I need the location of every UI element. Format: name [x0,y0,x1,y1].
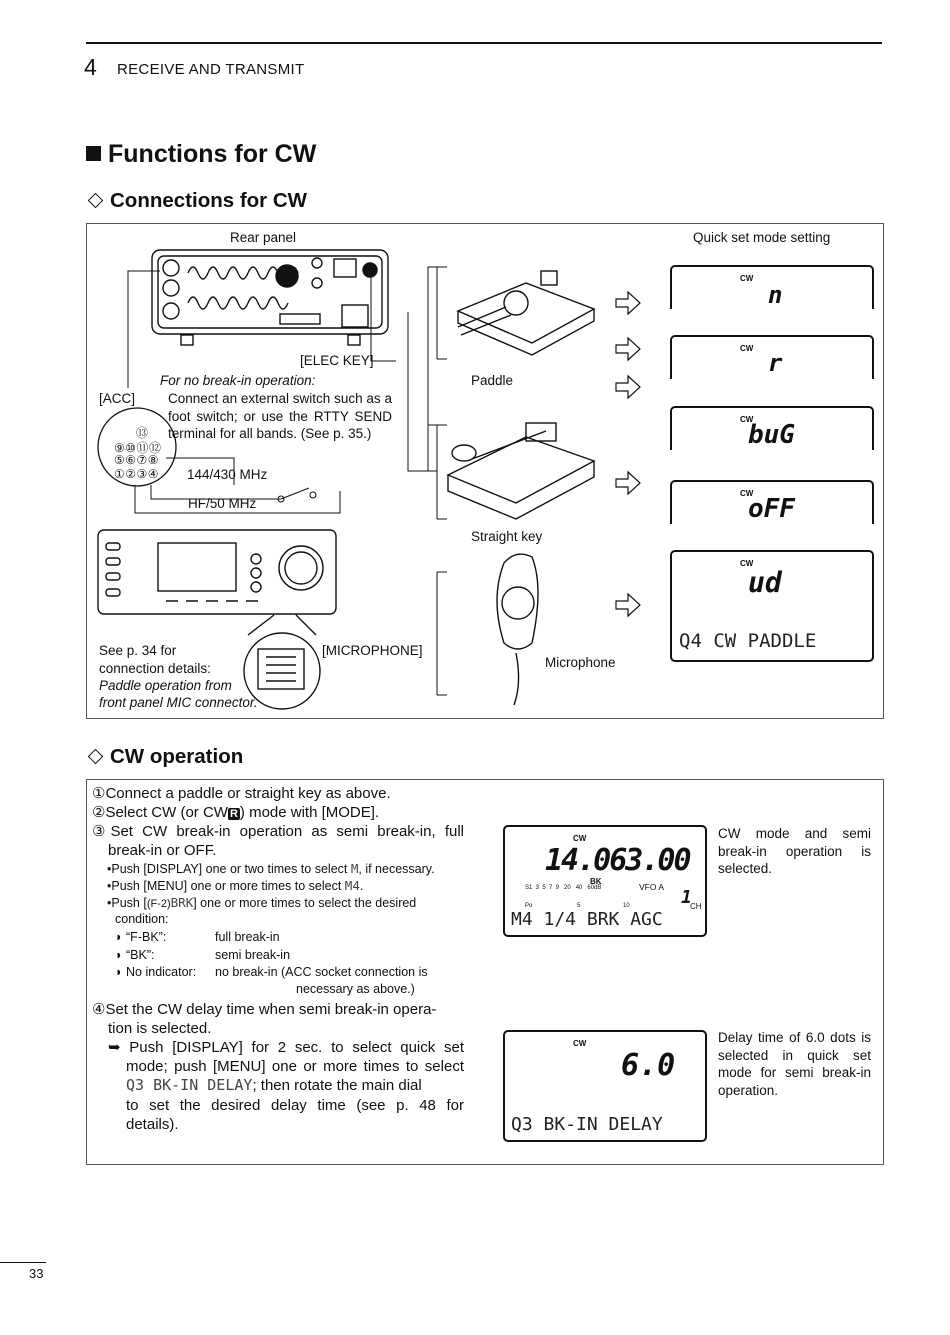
lcd-setting-off: CW oFF [670,480,874,524]
microphone-jack-label: [MICROPHONE] [322,643,423,658]
microphone-label: Microphone [545,655,616,670]
acc-pins-row3: ⑤⑥⑦⑧ [114,453,160,467]
microphone-icon [497,554,538,705]
quick-set-instr-2: mode; push [MENU] one or more times to select [126,1058,464,1075]
quick-set-instr-1: ➥ Push [DISPLAY] for 2 sec. to select quick set [108,1039,464,1056]
step-3-line-1: ③Set CW break-in operation as semi break-in, full [92,823,464,840]
header-rule [86,42,882,44]
acc-pins-row4: ①②③④ [114,467,160,481]
bullet-menu: •Push [MENU] one or more times to select M4. [107,878,364,893]
cw-operation-heading: CW operation [86,745,243,769]
condition-none-cont: necessary as above.) [296,982,415,996]
condition-none-key: ◗ No indicator: [115,965,197,979]
see-p34-label: See p. 34 for [99,643,177,658]
diamond-icon [88,193,104,209]
step-4-line-1: ④Set the CW delay time when semi break-in opera- [92,1001,437,1018]
front-panel-label: front panel MIC connector. [99,695,258,710]
arrow-icons [616,292,640,616]
page-number-rule [0,1262,46,1263]
band-hf-label: HF/50 MHz [188,496,257,511]
no-break-in-title: For no break-in operation: [160,373,316,388]
lcd-setting-n: CW n [670,265,874,309]
quick-set-instr-3: Q3 BK-IN DELAY; then rotate the main dial [126,1076,422,1094]
quick-set-label: Quick set mode setting [693,230,831,245]
condition-none-value: no break-in (ACC socket connection is [215,965,428,979]
step-1: ①Connect a paddle or straight key as above. [92,785,391,802]
straight-key-label: Straight key [471,529,543,544]
chapter-title: RECEIVE AND TRANSMIT [117,61,305,78]
step-3-line-2: break-in or OFF. [108,842,217,859]
bullet-brk-cont: condition: [115,912,169,926]
bullet-brk: •Push [(F-2)BRK] one or more times to select the desired [107,895,417,910]
paddle-icon [458,271,594,355]
acc-label: [ACC] [99,391,136,406]
quick-set-instr-5: details). [126,1116,179,1133]
chapter-number: 4 [84,54,97,80]
paddle-label: Paddle [471,373,514,388]
band-144-label: 144/430 MHz [187,467,268,482]
note-cw-mode: CW mode and semi break-in operation is selected. [718,826,871,876]
section-title: Functions for CW [86,140,316,169]
bullet-display: •Push [DISPLAY] one or two times to select M, if necessary. [107,861,435,876]
lcd-setting-r: CW r [670,335,874,379]
condition-fbk-key: ◗ “F-BK”: [115,930,167,944]
step-2: ②Select CW (or CW R ) mode with [MODE]. [92,804,380,821]
page-number: 33 [29,1266,44,1281]
lcd-setting-bug: CW buG [670,406,874,450]
no-break-in-text: Connect an external switch such as a foot switch; or use the RTTY SEND terminal for all bands. (See p. 35.) [168,391,392,441]
elec-key-label: [ELEC KEY] [300,353,374,368]
connection-details-label: connection details: [99,661,211,676]
paddle-from-label: Paddle operation from [99,678,232,693]
diamond-icon [88,749,104,765]
condition-bk-value: semi break-in [215,948,291,962]
lcd-setting-ud: CW ud Q4 CW PADDLE [670,550,874,662]
step-4-line-2: tion is selected. [108,1020,212,1037]
quick-set-instr-4: to set the desired delay time (see p. 48 for [126,1097,464,1114]
rear-panel-label: Rear panel [230,230,297,245]
condition-bk-key: ◗ “BK”: [115,948,155,962]
acc-pin-13: ⑬ [136,426,149,440]
lcd-delay-display: CW 6.0 Q3 BK-IN DELAY [503,1030,707,1142]
note-delay-time: Delay time of 6.0 dots is selected in quick set mode for semi break-in operation. [718,1030,871,1098]
condition-fbk-value: full break-in [215,930,280,944]
connections-heading: Connections for CW [86,189,307,213]
rear-panel-icon [152,250,388,345]
square-bullet-icon [86,146,101,161]
r-badge: R [229,808,238,820]
lcd-main-display: CW 14.063.00 BK S1 3 5 7 9 20 40 60dB VFO A Po 5 10 1 CH M4 1/4 BRK AGC [503,825,707,937]
straight-key-icon [448,423,594,519]
acc-pins-row2: ⑨⑩⑪⑫ [114,441,162,455]
